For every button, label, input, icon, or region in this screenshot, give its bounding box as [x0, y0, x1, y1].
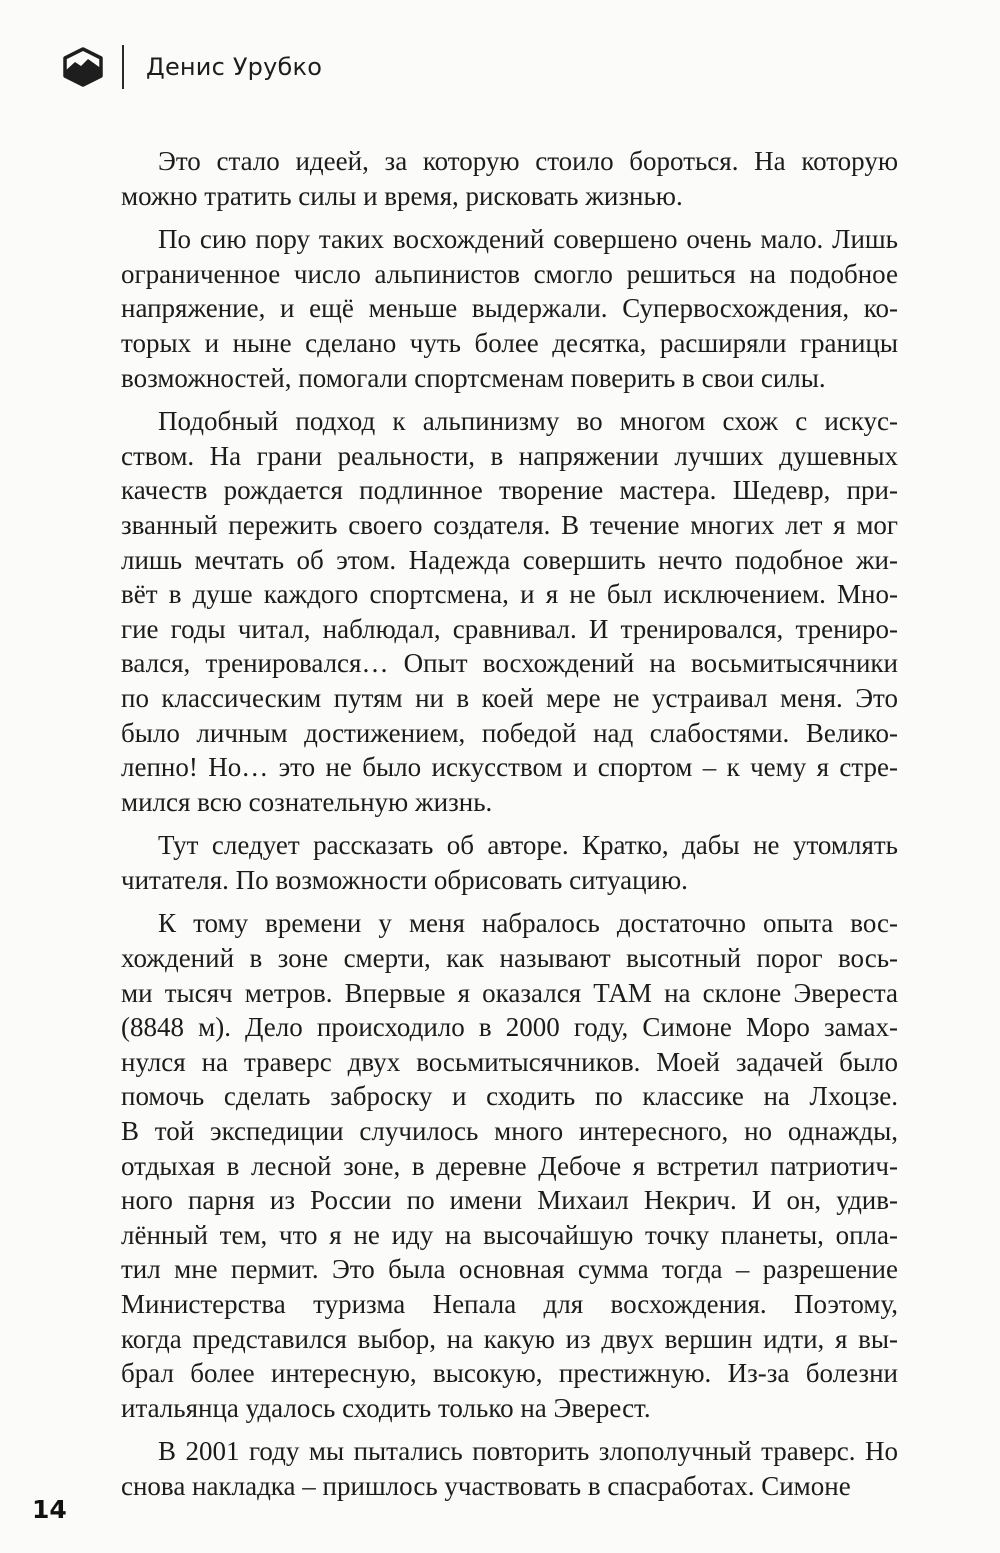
text-line: К тому времени у меня набралось достаточно опыта вос- — [158, 908, 898, 939]
text-line: читателя. По возможности обрисовать ситуацию. — [121, 864, 688, 895]
text-line: мился всю сознательную жизнь. — [121, 786, 493, 817]
text-line: нулся на траверс двух восьмитысячников. Моей задачей было — [121, 1046, 898, 1077]
paragraph — [121, 144, 898, 213]
text-line: ограниченное число альпинистов смогло решиться на подобное — [121, 258, 898, 289]
text-line: Это стало идеей, за которую стоило бороться. На которую — [158, 146, 898, 176]
running-header — [62, 44, 322, 90]
body-text — [121, 144, 898, 1513]
text-line: гие годы читал, наблюдал, сравнивал. И тренировался, трениро- — [121, 613, 898, 644]
author-name: Денис Урубко — [146, 53, 323, 81]
text-line: снова накладка – пришлось участвовать в спасработах. Симоне — [121, 1470, 851, 1501]
paragraph — [121, 404, 898, 819]
text-line: ми тысяч метров. Впервые я оказался ТАМ на склоне Эвереста — [121, 977, 898, 1008]
text-line: вался, тренировался… Опыт восхождений на восьмитысячники — [121, 648, 898, 679]
text-line: ством. На грани реальности, в напряжении лучших душевных — [121, 440, 898, 471]
text-line: Тут следует рассказать об авторе. Кратко, дабы не утомлять — [158, 830, 898, 861]
text-line: можно тратить силы и время, рисковать жизнью. — [121, 180, 683, 211]
paragraph — [121, 1434, 898, 1503]
text-line: отдыхая в лесной зоне, в деревне Дебоче я встретил патриотич- — [121, 1150, 898, 1181]
text-line: по классическим путям ни в коей мере не устраивал меня. Это — [121, 682, 898, 713]
mountain-logo-icon — [62, 47, 104, 87]
page-number: 14 — [32, 1495, 67, 1524]
text-line: Министерства туризма Непала для восхождения. Поэтому, — [121, 1289, 898, 1319]
text-line: напряжение, и ещё меньше выдержали. Супервосхождения, ко- — [121, 293, 898, 324]
text-line: торых и ныне сделано чуть более десятка, расширяли границы — [121, 327, 898, 358]
text-line: По сию пору таких восхождений совершено очень мало. Лишь — [158, 224, 898, 255]
header-divider — [122, 45, 124, 89]
text-line: Подобный подход к альпинизму во многом схож с искус- — [158, 406, 898, 437]
text-line: было личным достижением, победой над слабостями. Велико- — [121, 717, 898, 748]
text-line: когда представился выбор, на какую из двух вершин идти, я вы- — [121, 1323, 898, 1354]
paragraph — [121, 222, 898, 395]
text-line: помочь сделать заброску и сходить по классике на Лхоцзе. — [121, 1081, 898, 1112]
text-line: В той экспедиции случилось много интересного, но однажды, — [121, 1116, 898, 1147]
text-line: хождений в зоне смерти, как называют высотный порог вось- — [121, 943, 898, 974]
text-line: ного парня из России по имени Михаил Некрич. И он, удив- — [121, 1185, 898, 1216]
text-line: лишь мечтать об этом. Надежда совершить нечто подобное жи- — [121, 544, 898, 575]
text-line: В 2001 году мы пытались повторить злополучный траверс. Но — [158, 1436, 898, 1467]
text-line: тил мне пермит. Это была основная сумма тогда – разрешение — [121, 1254, 898, 1285]
text-line: (8848 м). Дело происходило в 2000 году, Симоне Моро замах- — [121, 1012, 898, 1043]
text-line: возможностей, помогали спортсменам поверить в свои силы. — [121, 362, 826, 393]
paragraph — [121, 828, 898, 897]
paragraph — [121, 906, 898, 1425]
text-line: лённый тем, что я не иду на высочайшую точку планеты, опла- — [121, 1219, 898, 1250]
text-line: званный пережить своего создателя. В течение многих лет я мог — [121, 509, 898, 540]
text-line: вёт в душе каждого спортсмена, и я не был исключением. Мно- — [121, 579, 898, 610]
text-line: брал более интересную, высокую, престижную. Из-за болезни — [121, 1358, 898, 1389]
text-line: лепно! Но… это не было искусством и спортом – к чему я стре- — [121, 752, 898, 783]
text-line: итальянца удалось сходить только на Эверест. — [121, 1392, 651, 1423]
text-line: качеств рождается подлинное творение мастера. Шедевр, при- — [121, 475, 898, 506]
